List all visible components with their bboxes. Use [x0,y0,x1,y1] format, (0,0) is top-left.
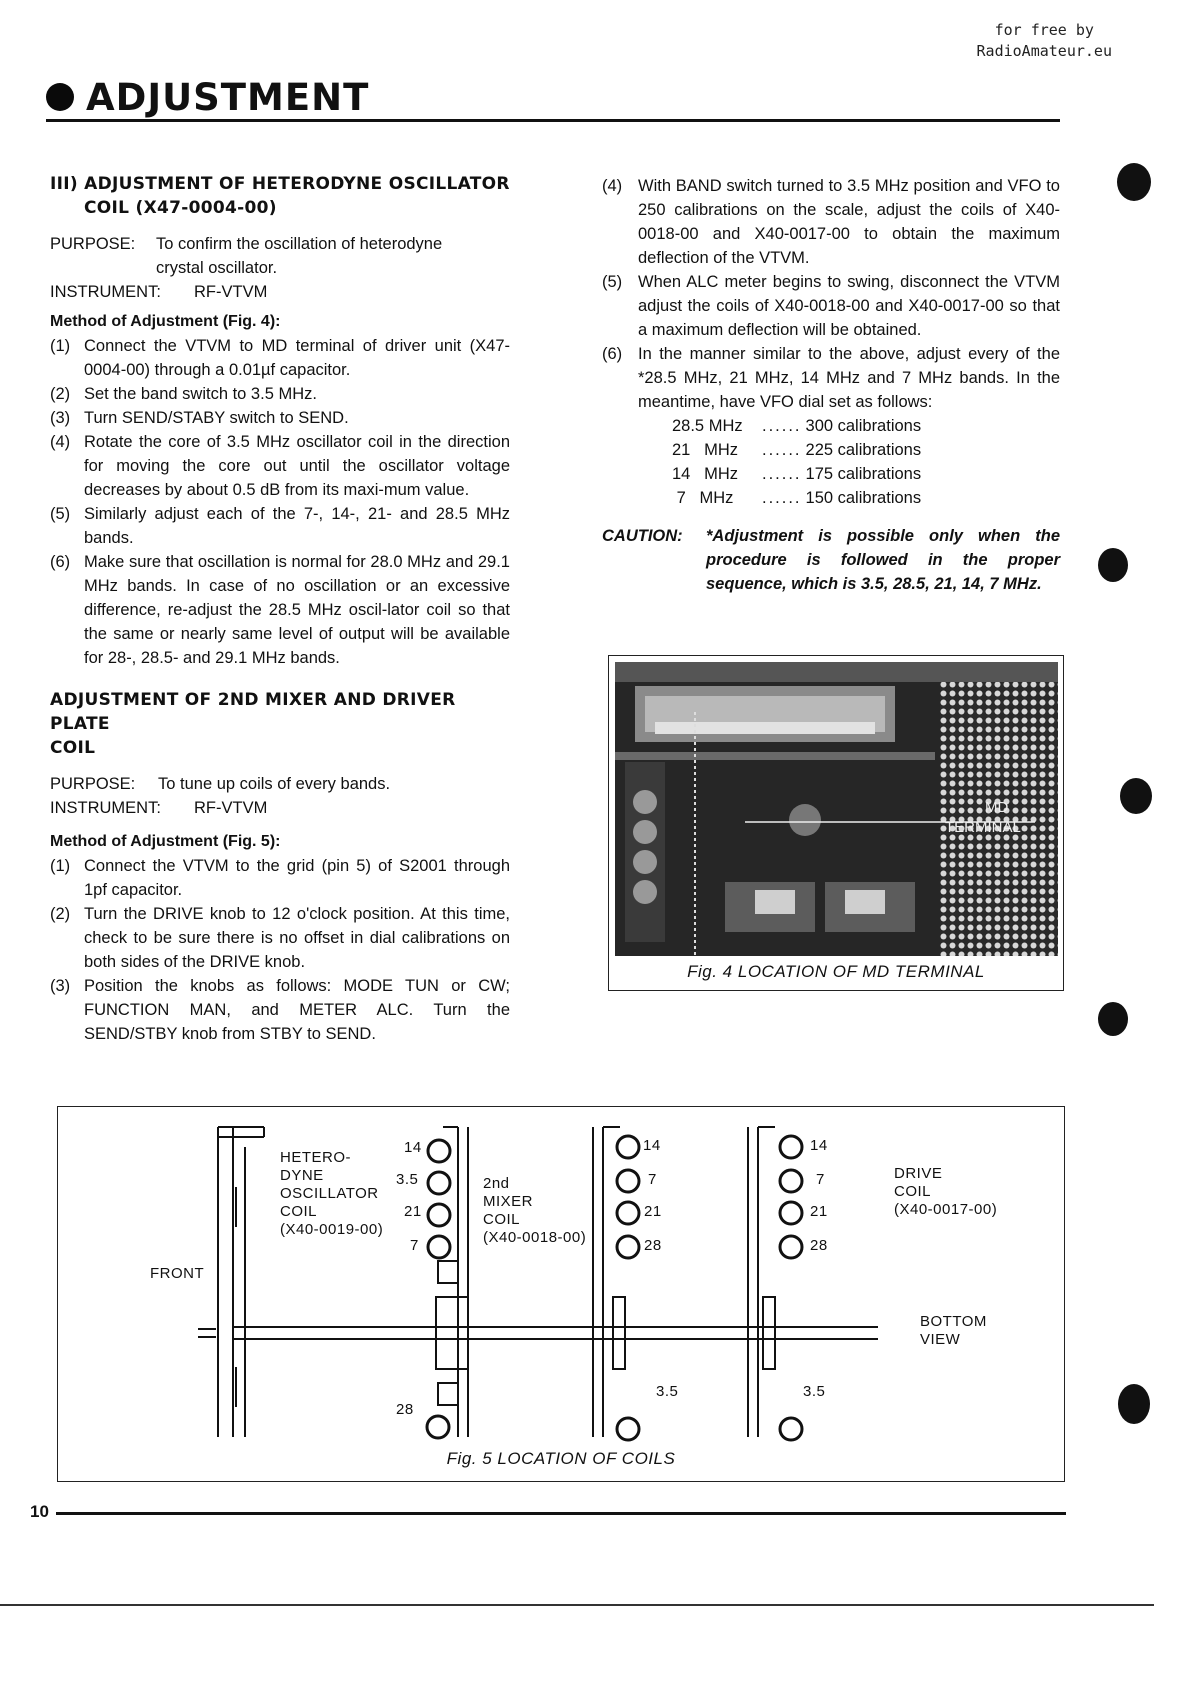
purpose-text: To confirm the oscillation of heterodyne [156,235,443,253]
figure-5-caption: Fig. 5 LOCATION OF COILS [446,1449,676,1468]
steps-list [50,334,510,670]
footer-rule [56,1512,1066,1515]
purpose-block [50,232,510,304]
md-label: MD [985,799,1009,816]
section-4-heading [50,688,510,760]
table-row: 14 MHz ...... 175 calibrations [672,465,922,483]
list-item: (5) When ALC meter begins to swing, disconnect the VTVM adjust the coils of X40-0018-00 and X40-0017-00 so that a maximum deflection will be obtained. [602,273,1060,339]
instrument-label: INSTRUMENT: [50,283,161,301]
list-item: (5) Similarly adjust each of the 7-, 14-, 21- and 28.5 MHz bands. [50,505,510,547]
het-band-21: 21 [404,1203,422,1220]
caution-label: CAUTION: [602,527,683,545]
right-column [602,174,1060,596]
list-item: (2) Set the band switch to 3.5 MHz. [50,385,317,403]
table-row: 28.5 MHz ...... 300 calibrations [672,417,922,435]
terminal-label: TERMINAL [945,819,1021,836]
het-band-14: 14 [404,1139,422,1156]
heterodyne-label: HETERO- DYNE OSCILLATOR COIL (X40-0019-00) [280,1149,384,1238]
het-band-3-5: 3.5 [396,1171,419,1188]
bottom-scan-rule [0,1604,1154,1606]
mixer-label: 2nd MIXER COIL (X40-0018-00) [483,1175,587,1246]
purpose2-label: PURPOSE: [50,775,136,793]
punch-hole-icon [1118,1384,1150,1424]
list-item: (1) Connect the VTVM to MD terminal of driver unit (X47-0004-00) through a 0.01µf capacitor. [50,337,510,379]
drv-band-21: 21 [810,1203,828,1220]
punch-hole-icon [1120,778,1152,814]
instrument2-label: INSTRUMENT: [50,799,161,817]
drv-band-3-5: 3.5 [803,1383,826,1400]
list-item: (6) In the manner similar to the above, adjust every of the *28.5 MHz, 21 MHz, 14 MHz and 7 MHz bands. In the meantime, have VFO dial set as follows: [602,345,1060,411]
section-3-heading-line-1: III) ADJUSTMENT OF HETERODYNE OSCILLATOR [50,174,510,194]
figure-4-photo [615,662,1058,956]
list-item: (4) Rotate the core of 3.5 MHz oscillator coil in the direction for moving the core out until the oscillator voltage decreases by about 0.5 dB from its maxi-mum value. [50,433,510,499]
section-4-heading-line-2: COIL [50,738,96,758]
bullet-icon [46,83,74,111]
mix-band-28: 28 [644,1237,662,1254]
list-item: (3) Position the knobs as follows: MODE TUN or CW; FUNCTION MAN, and METER ALC. Turn the SEND/STBY knob from STBY to SEND. [50,977,510,1043]
caution-block [602,524,1060,596]
vfo-table [672,414,925,510]
list-item: (6) Make sure that oscillation is normal for 28.0 MHz and 29.1 MHz bands. In case of no oscillation or an excessive difference, re-adjust the 28.5 MHz oscil-lator coil so that the same or nearly same level of output will be available for 28-, 28.5- and 29.1 MHz bands. [50,553,510,667]
bottom-view-label: BOTTOM VIEW [920,1313,987,1348]
page-number: 10 [30,1502,49,1521]
coil-diagram [58,1107,1064,1481]
steps2-list [50,854,510,1046]
list-item: (4) With BAND switch turned to 3.5 MHz position and VFO to 250 calibrations on the scale, adjust the coils of X40-0018-00 and X40-0017-00 to obtain the maximum deflection of the VTVM. [602,177,1060,267]
punch-hole-icon [1117,163,1151,201]
drv-band-14: 14 [810,1137,828,1154]
page-title-text: ADJUSTMENT [86,76,370,119]
left-column [50,172,510,1046]
list-item: (2) Turn the DRIVE knob to 12 o'clock position. At this time, check to be sure there is no offset in dial calibrations on both sides of the DRIVE knob. [50,905,510,971]
list-item: (3) Turn SEND/STABY switch to SEND. [50,409,349,427]
mix-band-14: 14 [643,1137,661,1154]
drv-band-28: 28 [810,1237,828,1254]
section-3-heading [50,172,510,220]
instrument-text: RF-VTVM [194,283,268,301]
caution-text: *Adjustment is possible only when the procedure is followed in the proper sequence, which is 3.5, 28.5, 21, 14, 7 MHz. [706,527,1060,593]
title-rule [46,119,1060,122]
table-row: 21 MHz ...... 225 calibrations [672,441,922,459]
drive-label: DRIVE COIL (X40-0017-00) [894,1165,998,1218]
figure-5-frame [57,1106,1065,1482]
section-3-heading-line-2: COIL (X47-0004-00) [84,198,277,218]
page-title [46,76,369,119]
mix-band-21: 21 [644,1203,662,1220]
instrument2-text: RF-VTVM [194,799,268,817]
watermark-line-1: for free by [994,21,1094,39]
punch-hole-icon [1098,548,1128,582]
het-band-7: 7 [410,1237,419,1254]
front-label: FRONT [150,1265,205,1282]
method2-label: Method of Adjustment (Fig. 5): [50,833,281,850]
purpose-text-2: crystal oscillator. [156,259,278,277]
table-row: 7 MHz ...... 150 calibrations [672,489,922,507]
watermark [977,20,1112,62]
list-item: (1) Connect the VTVM to the grid (pin 5) of S2001 through 1pf capacitor. [50,857,510,899]
drv-band-7: 7 [816,1171,825,1188]
punch-hole-icon [1098,1002,1128,1036]
watermark-line-2: RadioAmateur.eu [976,42,1112,60]
mix-band-3-5: 3.5 [656,1383,679,1400]
section-4-heading-line-1: ADJUSTMENT OF 2ND MIXER AND DRIVER PLATE [50,690,456,734]
purpose2-block [50,772,510,820]
purpose2-text: To tune up coils of every bands. [158,775,391,793]
figure-4-caption: Fig. 4 LOCATION OF MD TERMINAL [687,962,985,981]
mix-band-7: 7 [648,1171,657,1188]
het-band-28: 28 [396,1401,414,1418]
method-label: Method of Adjustment (Fig. 4): [50,313,281,330]
purpose-label: PURPOSE: [50,235,136,253]
